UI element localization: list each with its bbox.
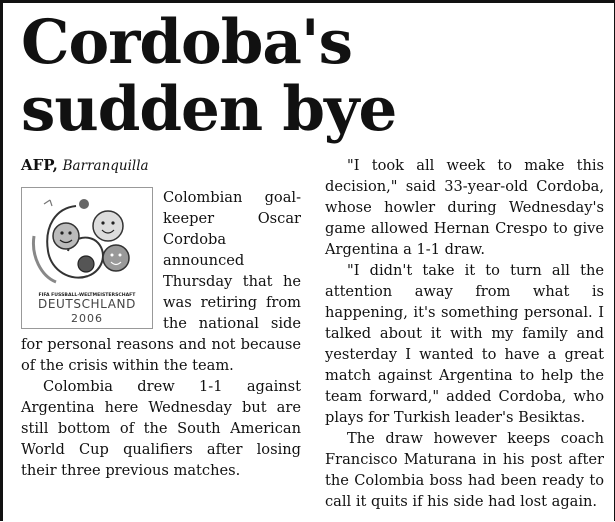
- logo-text-fifa: FIFA FUSSBALL-WELTMEISTERSCHAFT: [38, 293, 136, 298]
- logo-text-deutschland: DEUTSCHLAND: [38, 297, 136, 311]
- article-column-2: [325, 155, 604, 512]
- byline: [21, 155, 301, 177]
- paragraph-4: "I didn't take it to turn all the attention away from what is happening, it's something personal. I talked about it with my family and yesterday I wanted to have a great match against Argentina to help the team forward," added Cordoba, who plays for Turkish leader's Besiktas.: [325, 262, 604, 426]
- world-cup-emblem-icon: [26, 196, 148, 286]
- paragraph-2: Colombia drew 1-1 against Argentina here Wednesday but are still bottom of the South American World Cup qualifiers after losing their three previous matches.: [21, 378, 301, 479]
- headline-line-1: Cordoba's: [21, 7, 352, 78]
- byline-place: Barranquilla: [62, 158, 149, 174]
- world-cup-logo: [21, 187, 153, 329]
- headline-line-2: sudden bye: [21, 74, 397, 145]
- byline-agency: AFP,: [21, 156, 58, 174]
- article-column-1: [21, 155, 301, 481]
- paragraph-1: Colombian goal-keeper Oscar Cordoba announced Thursday that he was retiring from the national side for personal reasons and not because of the crisis within the team.: [21, 189, 301, 374]
- logo-text-year: 2006: [71, 312, 103, 325]
- paragraph-5: The draw however keeps coach Francisco Maturana in his post after the Colombia boss had been ready to call it quits if his side had lost again.: [325, 430, 604, 510]
- paragraph-3: "I took all week to make this decision," said 33-year-old Cordoba, whose howler during Wednesday's game allowed Hernan Crespo to give Argentina a 1-1 draw.: [325, 157, 604, 258]
- headline: [21, 9, 601, 143]
